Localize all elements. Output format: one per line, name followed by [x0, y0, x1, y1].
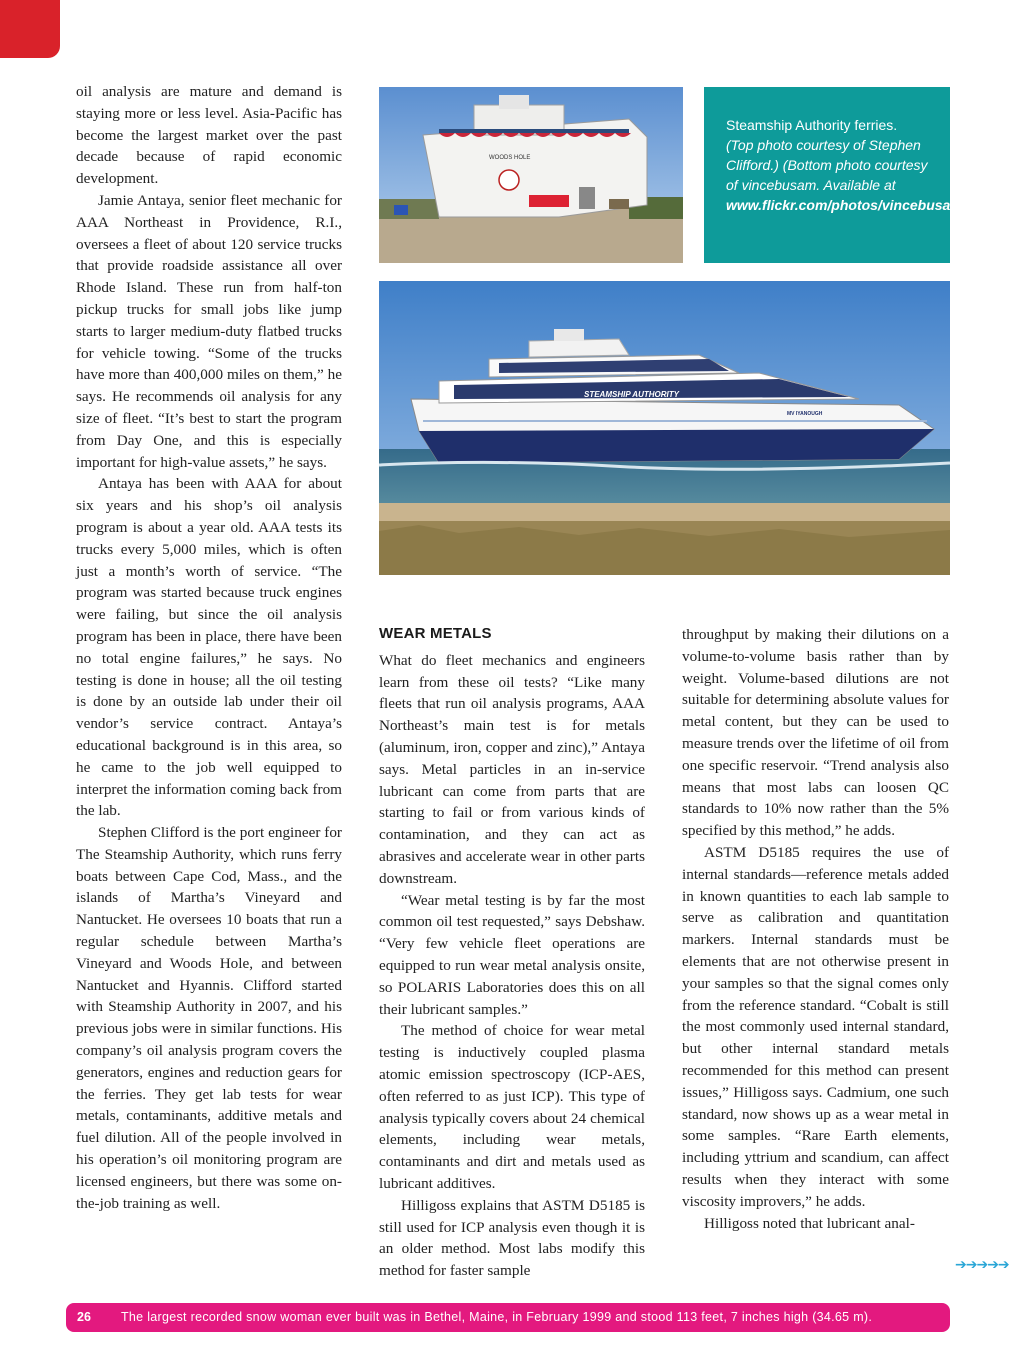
article-column-1 — [76, 81, 342, 1214]
article-column-3 — [682, 624, 949, 1234]
page-number: 26 — [77, 1310, 91, 1324]
paragraph: Stephen Clifford is the port engineer for The Steamship Authority, which runs ferry boats between Cape Cod, Mass., and the islands of Martha’s Vineyard and Nantucket. He oversees 10 boats that run a regular schedule between Martha’s Vineyard and Woods Hole, and between Nantucket and Hyannis. Clifford started with Steamship Authority in 2007, and his previous jobs were in similar functions. His company’s oil analysis program covers the generators, engines and reduction gears for the ferries. They get lab tests for wear metals, contaminants, additive metals and fuel dilution. All of the people involved in his operation’s oil monitoring program are licensed engineers, but there was some on-the-job training as well. — [76, 824, 342, 1212]
paragraph: Jamie Antaya, senior fleet mechanic for AAA Northeast in Providence, R.I., oversees a fleet of about 120 service trucks that provide roadside assistance all over Rhode Island. These run from half-ton pickup trucks for small jobs like jump starts to larger medium-duty flatbed trucks for vehicle towing. “Some of the trucks have more than 400,000 miles on them,” he says. He recommends oil analysis for any size of fleet. “It’s best to start the program from Day One, and this is especially important for high-value assets,” he says. — [76, 191, 342, 471]
corner-tab — [0, 0, 60, 58]
continue-arrows-icon: ➔➔➔➔➔ — [955, 1257, 1009, 1273]
paragraph: Hilligoss explains that ASTM D5185 is still used for ICP analysis even though it is an older method. Most labs modify this method for faster sample — [379, 1196, 645, 1280]
article-column-2 — [379, 623, 645, 1282]
ferry-photo-top — [379, 87, 683, 263]
paragraph: The method of choice for wear metal testing is inductively coupled plasma atomic emission spectroscopy (ICP-AES, often referred to as just ICP). This type of analysis typically covers about 24 chemical elements, including wear metals, contaminants and dirt and metals used as lubricant additives. — [379, 1022, 645, 1192]
footer-fact: The largest recorded snow woman ever built was in Bethel, Maine, in February 1999 and stood 113 feet, 7 inches high (34.65 m). — [121, 1310, 873, 1324]
photo-caption — [704, 87, 976, 263]
paragraph: “Wear metal testing is by far the most common oil test requested,” says Debshaw. “Very few vehicle fleet operations are equipped to run wear metal analysis onsite, so POLARIS Laboratories does this on all their lubricant samples.” — [379, 891, 645, 1018]
caption-credit: (Top photo courtesy of Stephen Clifford.) (Bottom photo courtesy of vincebusam. Available at — [726, 137, 928, 193]
caption-title: Steamship Authority ferries. — [726, 117, 898, 133]
paragraph: Hilligoss noted that lubricant anal- — [704, 1214, 915, 1232]
section-heading: WEAR METALS — [379, 625, 492, 642]
paragraph: ASTM D5185 requires the use of internal standards—reference metals added in known quantities to each lab sample to serve as calibration and quantitation markers. Internal standards must be elements that are not otherwise present in your samples so that the signal comes only from the reference standard. “Cobalt is still the most commonly used internal standard, but other internal standard metals recommended for this method can present issues,” Hilligoss says. Cadmium, one such standard, now shows up as a wear metal in some samples. “Rare Earth elements, including yttrium and scandium, can affect results when they interact with some viscosity improvers,” he adds. — [682, 843, 949, 1210]
paragraph: oil analysis are mature and demand is staying more or less level. Asia-Pacific has become the largest market over the past decade because of rapid economic development. — [76, 83, 342, 188]
hull-text-bottom: STEAMSHIP AUTHORITY — [584, 390, 679, 399]
paragraph: What do fleet mechanics and engineers learn from these oil tests? “Like many fleets that run oil analysis programs, AAA Northeast’s main test is for metals (aluminum, iron, copper and zinc),” Antaya says. Metal particles in an in-service lubricant can come from parts that are starting to fail or from various kinds of contamination, and they can act as abrasives and accelerate wear in other parts downstream. — [379, 651, 645, 887]
ship-name-text: MV IYANOUGH — [787, 411, 823, 417]
paragraph: throughput by making their dilutions on a volume-to-volume basis rather than by weight. Volume-based dilutions are not suitable for determining absolute values for metal content, but they can be used to measure trends over the lifetime of oil from one specific reservoir. “Trend analysis also means that most labs can loosen QC standards to 10% now rather than the 5% specified by this method,” he adds. — [682, 626, 949, 840]
paragraph: Antaya has been with AAA for about six years and his shop’s oil analysis program is about a year old. AAA tests its trucks every 5,000 miles, which is often just a month’s worth of service. “The program was started because truck engines were failing, but since the oil analysis program has been in place, there have been no total engine failures,” he says. No testing is done in house; all the oil testing is done by an outside lab under their oil vendor’s service contract. Antaya’s educational background is in this area, so he came to the job well equipped to interpret the information coming back from the lab. — [76, 475, 342, 820]
hull-text-top: WOODS HOLE — [489, 155, 531, 161]
caption-close: .) — [966, 197, 976, 213]
caption-link[interactable]: www.flickr.com/photos/vincebusam/ — [726, 197, 967, 213]
ferry-photo-bottom — [379, 281, 950, 575]
footer-bar — [66, 1303, 950, 1332]
